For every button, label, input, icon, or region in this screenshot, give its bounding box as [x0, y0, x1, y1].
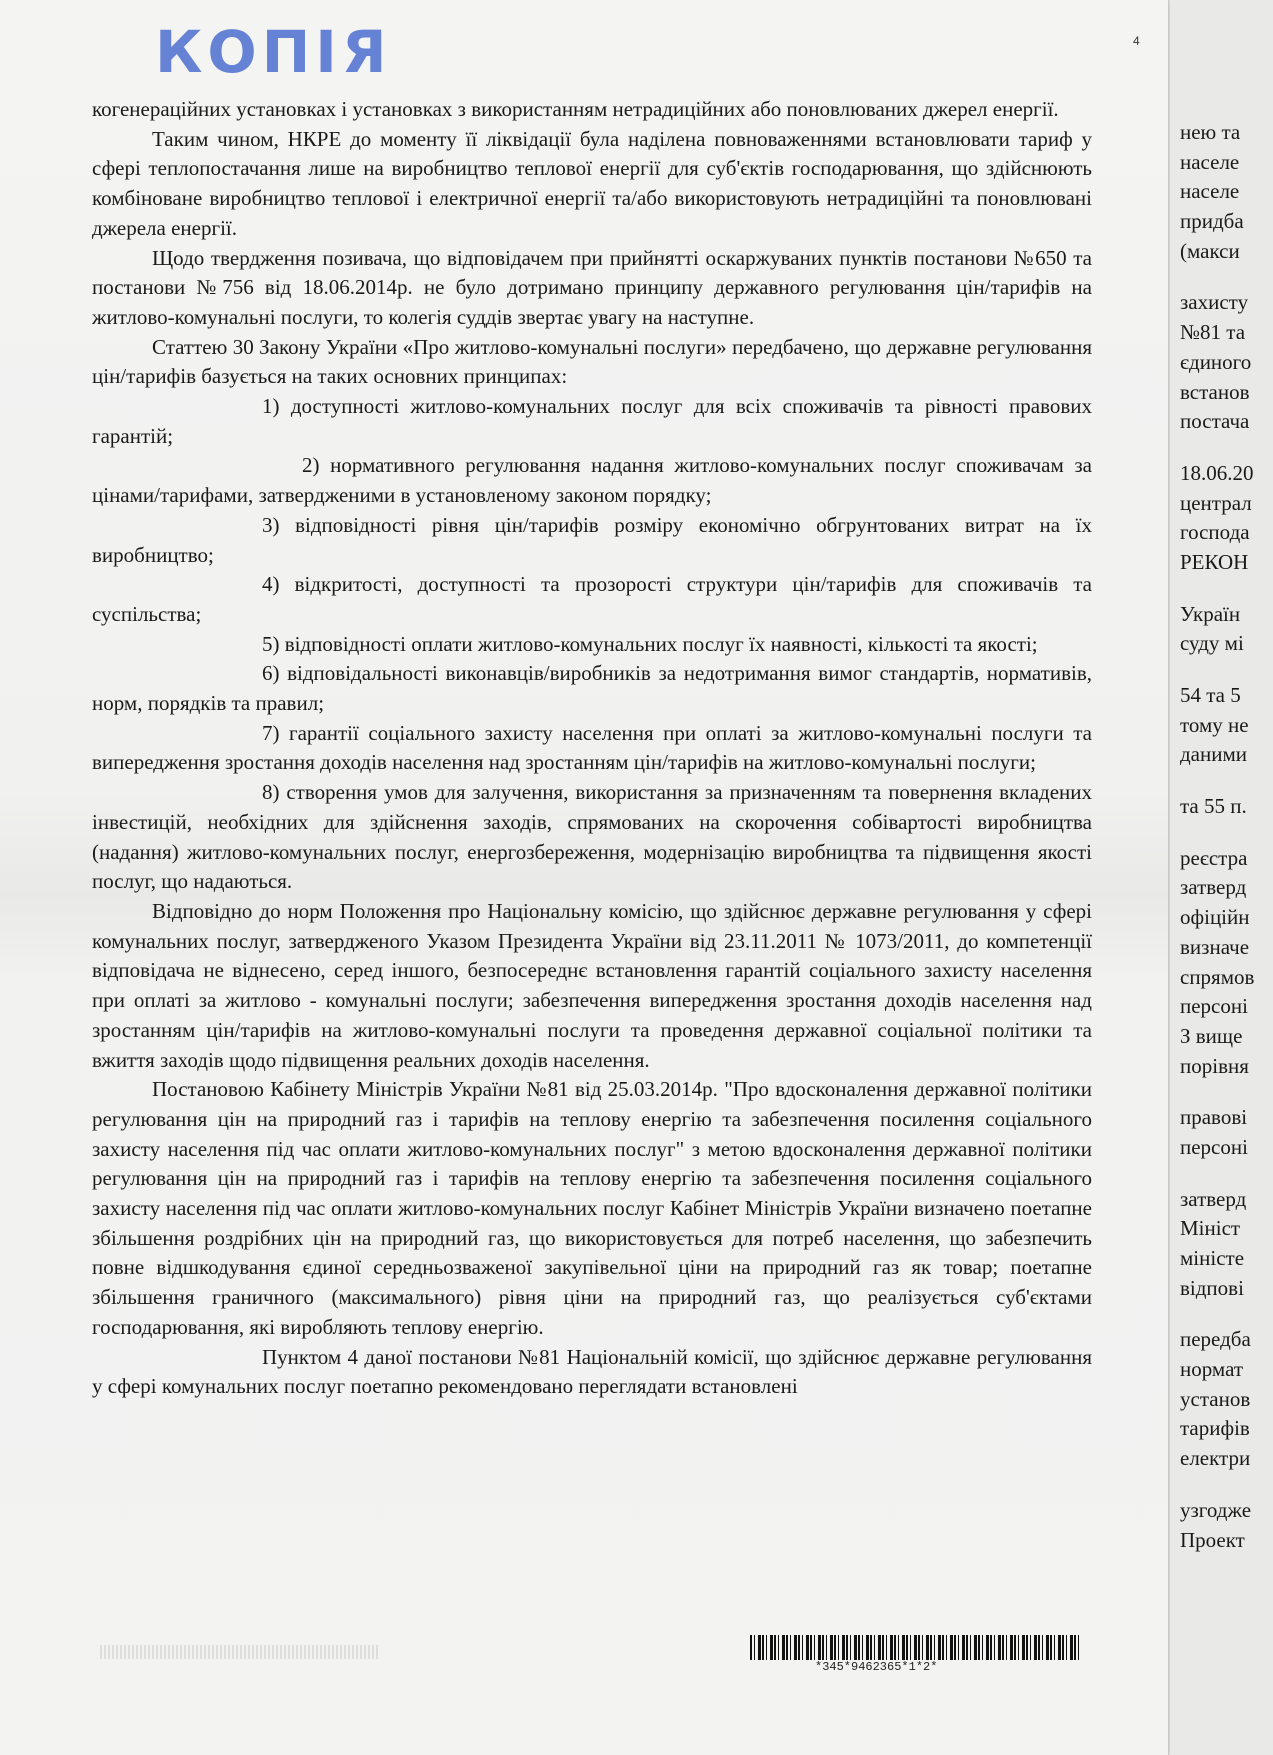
next-page-line: суду мі: [1180, 631, 1244, 656]
next-page-line: тому не: [1180, 712, 1249, 737]
next-page-line: нею та: [1180, 120, 1241, 144]
next-page-line: спрямов: [1180, 964, 1255, 989]
copy-stamp: КОПІЯ: [155, 18, 392, 86]
next-page-edge: [1170, 0, 1273, 1755]
next-page-line: [1180, 1474, 1273, 1496]
barcode-image: [750, 1635, 1080, 1660]
document-body: [92, 95, 1092, 1402]
next-page-line: централ: [1180, 490, 1252, 515]
next-page-line: персоні: [1180, 994, 1248, 1019]
paragraph: Відповідно до норм Положення про Національну комісію, що здійснює державне регулювання у сфері комунальних послуг, затвердженого Указом Президента України від 23.11.2011 № 1073/2011, до компетенції відповідача не віднесено, серед іншого, безпосереднє встановлення гарантій соціального захисту населення при оплаті за житлово - комунальні послуги; забезпечення випередження зростання доходів населення над зростанням цін/тарифів на житлово-комунальні послуги та проведення державної соціальної політики та вжиття заходів щодо підвищення реальних доходів населення.: [92, 898, 1092, 1072]
next-page-line: №81 та: [1180, 320, 1246, 345]
paragraph: Щодо твердження позивача, що відповідачем при прийнятті оскаржуваних пунктів постанови №650 та постанови №756 від 18.06.2014р. не було дотримано принципу державного регулювання цін/тарифів на житлово-комунальні послуги, то колегія суддів звертає увагу на наступне.: [92, 245, 1092, 329]
next-page-line: відпові: [1180, 1275, 1244, 1300]
next-page-line: [1180, 578, 1273, 600]
next-page-line: нормат: [1180, 1357, 1244, 1382]
next-page-line: [1180, 1163, 1273, 1185]
next-page-line: та 55 п.: [1180, 794, 1247, 819]
next-page-line: постача: [1180, 409, 1250, 434]
paragraph: 6) відповідальності виконавців/виробників за недотримання вимог стандартів, нормативів, норм, порядків та правил;: [92, 661, 1092, 716]
next-page-line: затверд: [1180, 1186, 1247, 1211]
page-number: 4: [1133, 34, 1140, 48]
next-page-line: [1180, 659, 1273, 681]
next-page-line: [1180, 437, 1273, 459]
next-page-line: населе: [1180, 149, 1240, 174]
next-page-line: узгодже: [1180, 1497, 1252, 1522]
paragraph: Статтею 30 Закону України «Про житлово-комунальні послуги» передбачено, що державне регулювання цін/тарифів базується на таких основних принципах:: [92, 334, 1092, 389]
paragraph: 8) створення умов для залучення, використання за призначенням та повернення вкладених інвестицій, необхідних для здійснення заходів, спрямованих на скорочення собівартості виробництва (надання) житлово-комунальних послуг, енергозбереження, модернізацію виробництва та підвищення якості послуг, що надаються.: [92, 780, 1092, 894]
next-page-line: [1180, 770, 1273, 792]
next-page-line: єдиного: [1180, 349, 1252, 374]
next-page-line: 18.06.20: [1180, 460, 1254, 485]
faint-print-strip: [100, 1645, 380, 1659]
next-page-line: (макси: [1180, 238, 1240, 263]
next-page-line: захисту: [1180, 290, 1249, 315]
next-page-line: [1180, 822, 1273, 844]
next-page-line: затверд: [1180, 875, 1247, 900]
next-page-line: електри: [1180, 1446, 1251, 1471]
next-page-line: персоні: [1180, 1134, 1248, 1159]
paragraph: 4) відкритості, доступності та прозорості структури цін/тарифів для споживачів та суспільства;: [92, 572, 1092, 626]
next-page-line: Проект: [1180, 1527, 1245, 1552]
next-page-line: порівня: [1180, 1053, 1249, 1078]
next-page-line: міністе: [1180, 1246, 1245, 1270]
paragraph: 5) відповідності оплати житлово-комунальних послуг їх наявності, кількості та якості;: [262, 631, 1038, 656]
next-page-line: [1180, 266, 1273, 288]
next-page-line: [1180, 1303, 1273, 1325]
next-page-line: Мініст: [1180, 1216, 1241, 1241]
next-page-line: [1180, 1081, 1273, 1103]
next-page-line: населе: [1180, 179, 1240, 204]
next-page-line: визначе: [1180, 934, 1250, 959]
paragraph: 7) гарантії соціального захисту населення при оплаті за житлово-комунальні послуги та випередження зростання доходів населення над зростанням цін/тарифів на житлово-комунальні послуги;: [92, 720, 1092, 775]
next-page-line: тарифів: [1180, 1416, 1250, 1441]
paragraph: Таким чином, НКРЕ до моменту її ліквідації була наділена повноваженнями встановлювати тариф у сфері теплопостачання лише на виробництво теплової енергії для суб'єктів господарювання, що здійснюють комбіноване виробництво теплової і електричної енергії та/або використовують нетрадиційні та поновлювані джерела енергії.: [92, 126, 1092, 240]
next-page-line: Україн: [1180, 601, 1241, 626]
paragraph: когенераційних установках і установках з використанням нетрадиційних або поновлюваних джерел енергії.: [92, 97, 1059, 121]
paragraph: 1) доступності житлово-комунальних послуг для всіх споживачів та рівності правових гарантій;: [92, 394, 1092, 448]
next-page-line: передба: [1180, 1327, 1251, 1352]
next-page-line: РЕКОН: [1180, 549, 1249, 574]
next-page-line: правові: [1180, 1105, 1248, 1130]
paragraph: 2) нормативного регулювання надання житлово-комунальних послуг споживачам за цінами/тарифами, затвердженими в установленому законом порядку;: [92, 453, 1092, 508]
next-page-line: придба: [1180, 209, 1244, 234]
paragraph: 3) відповідності рівня цін/тарифів розміру економічно обгрунтованих витрат на їх виробництво;: [92, 512, 1092, 567]
paragraph: Постановою Кабінету Міністрів України №81 від 25.03.2014р. "Про вдосконалення державної політики регулювання цін на природний газ і тарифів на теплову енергію та забезпечення посилення соціального захисту населення під час оплати житлово-комунальних послуг" з метою вдосконалення державної політики регулювання цін на природний газ і тарифів на теплову енергію та забезпечення посилення соціального захисту населення під час оплати житлово-комунальних послуг Кабінет Міністрів України визначено поетапне збільшення роздрібних цін на природний газ, що використовується для потреб населення, що забезпечить повне відшкодування єдиної середньозваженої закупівельної ціни на природний газ як товар; поетапне збільшення граничного (максимального) рівня ціни на природний газ, що реалізується суб'єктами господарювання, які виробляють теплову енергію.: [92, 1077, 1092, 1339]
next-page-line: встанов: [1180, 379, 1250, 404]
next-page-line: даними: [1180, 742, 1248, 767]
next-page-text: [1180, 118, 1273, 1555]
next-page-line: З вище: [1180, 1023, 1243, 1048]
paragraph: Пунктом 4 даної постанови №81 Національній комісії, що здійснює державне регулювання у сфері комунальних послуг поетапно рекомендовано переглядати встановлені: [92, 1344, 1092, 1399]
next-page-line: офіційн: [1180, 905, 1250, 930]
next-page-line: реєстра: [1180, 845, 1248, 870]
next-page-line: господа: [1180, 520, 1250, 545]
next-page-line: 54 та 5: [1180, 683, 1241, 707]
next-page-line: установ: [1180, 1386, 1251, 1411]
barcode-number: *345*9462365*1*2*: [815, 1660, 938, 1674]
